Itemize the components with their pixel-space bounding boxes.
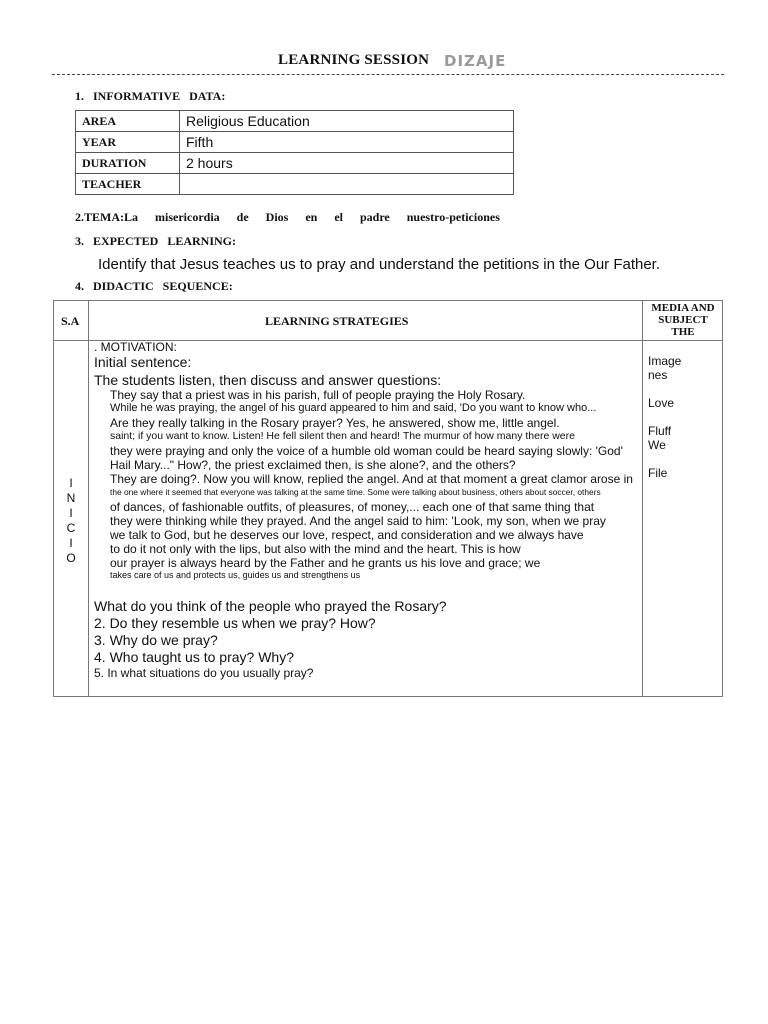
motivation-label: . MOTIVATION: (94, 340, 177, 354)
expected-text: Identify that Jesus teaches us to pray and understand the petitions in the Our Father. (98, 256, 661, 273)
didactic-table (53, 300, 723, 697)
story-line: They say that a priest was in his parish, full of people praying the Holy Rosary. (110, 388, 526, 402)
tema-line: 2.TEMA:La misericordia de Dios en el padre nuestro-peticiones (75, 210, 500, 224)
row-key: AREA (76, 111, 180, 132)
story-line: While he was praying, the angel of his guard appeared to him and said, 'Do you want to know who... (110, 402, 597, 414)
story-line: saint; if you want to know. Listen! He fell silent then and heard! The murmur of how many there were (110, 430, 575, 442)
story-line: to do it not only with the lips, but also with the mind and the heart. This is how (110, 542, 521, 556)
informative-table (75, 110, 514, 195)
header-media-line: SUBJECT (658, 314, 708, 326)
question-line: What do you think of the people who prayed the Rosary? (94, 598, 447, 614)
header-learning-strategies: LEARNING STRATEGIES (265, 314, 409, 328)
row-key: DURATION (76, 153, 180, 174)
row-value: 2 hours (180, 153, 514, 174)
stage-label (64, 476, 78, 566)
students-line: The students listen, then discuss and answer questions: (94, 372, 442, 388)
column-divider (88, 301, 89, 696)
stage-letter: I (69, 506, 73, 520)
story-line: they were praying and only the voice of a humble old woman could be heard saying slowly: 'God' (110, 444, 623, 458)
story-line: the one where it seemed that everyone was talking at the same time. Some were talking about business, others about soccer, others (110, 487, 601, 497)
story-line: our prayer is always heard by the Father and he grants us his love and grace; we (110, 556, 541, 570)
question-line: 2. Do they resemble us when we pray? How? (94, 615, 376, 631)
media-item: nes (648, 368, 668, 382)
media-item: Love (648, 396, 675, 410)
stage-letter: O (66, 551, 76, 565)
stage-letter: I (69, 536, 73, 550)
question-line: 3. Why do we pray? (94, 632, 218, 648)
watermark-text: DIZAJE (444, 52, 507, 70)
table-row (76, 111, 514, 132)
didactic-heading: 4. DIDACTIC SEQUENCE: (75, 279, 233, 293)
table-row (76, 174, 514, 195)
header-sa: S.A (61, 314, 80, 328)
table-row (76, 132, 514, 153)
header-media (644, 302, 722, 338)
row-key: TEACHER (76, 174, 180, 195)
media-item: Fluff (648, 424, 672, 438)
informative-heading: 1. INFORMATIVE DATA: (75, 89, 226, 103)
story-line: we talk to God, but he deserves our love, respect, and consideration and we always have (110, 528, 584, 542)
media-item: Image (648, 354, 682, 368)
stage-letter: C (66, 521, 76, 535)
initial-sentence: Initial sentence: (94, 354, 192, 370)
question-line: 5. In what situations do you usually pray? (94, 666, 314, 680)
media-item: We (648, 438, 666, 452)
row-value: Fifth (180, 132, 514, 153)
row-key: YEAR (76, 132, 180, 153)
story-line: of dances, of fashionable outfits, of pleasures, of money,... each one of that same thing that (110, 500, 595, 514)
row-value (180, 174, 514, 195)
media-item: File (648, 466, 668, 480)
table-row (76, 153, 514, 174)
stage-letter: I (69, 476, 73, 490)
stage-letter: N (66, 491, 76, 505)
question-line: 4. Who taught us to pray? Why? (94, 649, 294, 665)
expected-heading: 3. EXPECTED LEARNING: (75, 234, 237, 248)
row-value: Religious Education (180, 111, 514, 132)
page-title: LEARNING SESSION (278, 52, 430, 68)
column-divider (642, 301, 643, 696)
title-divider (52, 74, 724, 75)
story-line: They are doing?. Now you will know, replied the angel. And at that moment a great clamor arose in (110, 472, 633, 486)
header-media-line: MEDIA AND (651, 302, 715, 314)
header-media-line: THE (671, 326, 695, 338)
story-line: takes care of us and protects us, guides us and strengthens us (110, 570, 361, 580)
story-line: they were thinking while they prayed. And the angel said to him: 'Look, my son, when we pray (110, 514, 606, 528)
story-line: Are they really talking in the Rosary prayer? Yes, he answered, show me, little angel. (110, 416, 560, 430)
story-line: Hail Mary..." How?, the priest exclaimed then, is she alone?, and the others? (110, 458, 516, 472)
